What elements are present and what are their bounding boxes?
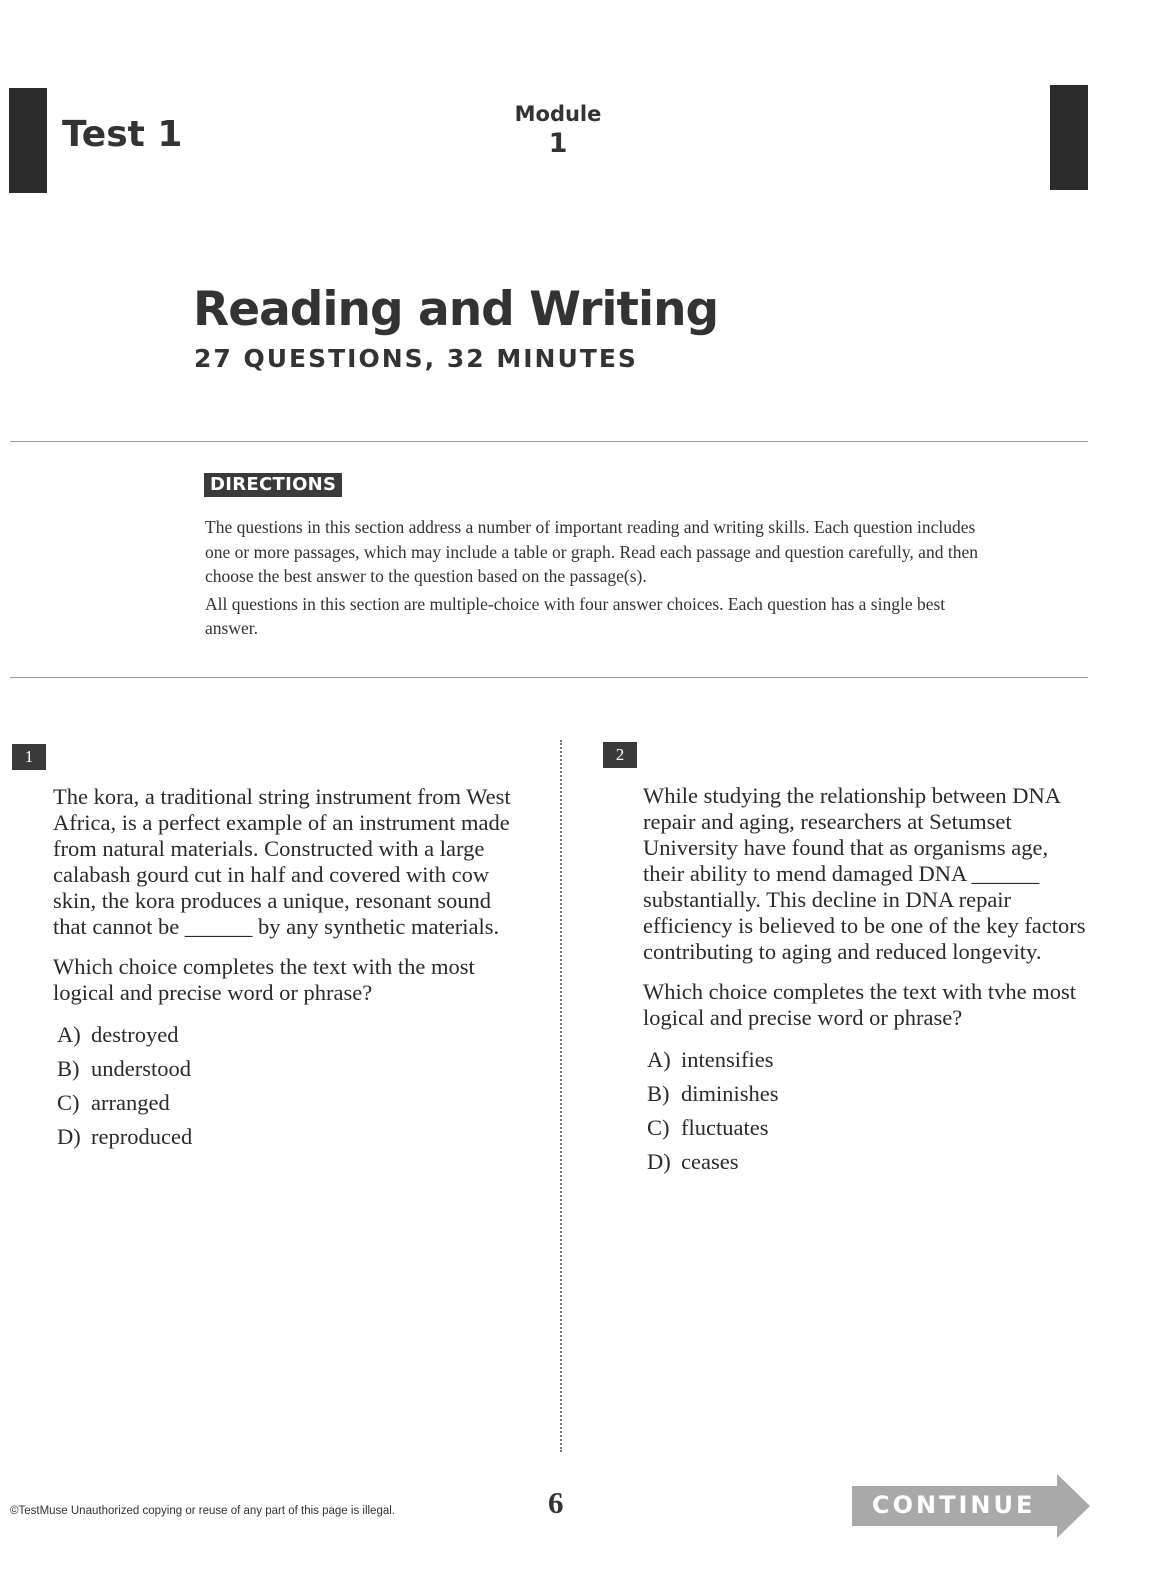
choice-letter: A) [647,1047,671,1072]
directions-badge: DIRECTIONS [204,473,342,497]
question-passage: The kora, a traditional string instrument from West Africa, is a perfect example of an instrument made from natural materials. Constructed with a large calabash gourd cut in half and covered with cow skin, the kora produces a unique, resonant sound that cannot be ______ by any synthetic materials. [53,784,511,939]
choice-letter: A) [57,1022,81,1047]
choice-text: diminishes [681,1081,779,1106]
question-1 [53,784,523,1158]
choice-letter: D) [647,1149,671,1174]
directions-paragraph: The questions in this section address a number of important reading and writing skills. Each question includes one or more passages, which may include a table or graph. Read each passage and question carefully, and then choose the best answer to the question based on the passage(s). [205,517,978,586]
continue-label: CONTINUE [872,1491,1036,1519]
choice-text: intensifies [681,1047,774,1072]
question-passage: While studying the relationship between DNA repair and aging, researchers at Setumset University have found that as organisms age, their ability to mend damaged DNA ______ substantially. This decline in DNA repair efficiency is believed to be one of the key factors contributing to aging and reduced longevity. [643,783,1086,964]
left-header-bar [9,88,47,193]
page-number: 6 [548,1485,564,1520]
answer-choices [57,1022,523,1150]
copyright-notice: ©TestMuse Unauthorized copying or reuse of any part of this page is illegal. [10,1505,395,1517]
section-subtitle: 27 QUESTIONS, 32 MINUTES [194,344,638,373]
test-title: Test 1 [62,114,183,155]
choice-text: fluctuates [681,1115,769,1140]
directions-paragraph: All questions in this section are multiple-choice with four answer choices. Each question has a single best answer. [205,593,946,638]
continue-button[interactable] [852,1474,1092,1538]
choice-letter: D) [57,1124,81,1149]
question-2 [643,783,1093,1183]
column-divider [560,740,562,1452]
choice-letter: B) [57,1056,80,1081]
answer-choice[interactable] [57,1090,523,1116]
answer-choice[interactable] [647,1115,1093,1141]
module-number: 1 [548,128,568,159]
choice-text: reproduced [91,1124,193,1149]
choice-text: understood [91,1056,191,1081]
module-label: Module [514,102,602,126]
answer-choice[interactable] [647,1149,1093,1175]
choice-letter: B) [647,1081,670,1106]
question-prompt: Which choice completes the text with the most logical and precise word or phrase? [53,954,475,1005]
choice-text: ceases [681,1149,739,1174]
answer-choice[interactable] [57,1124,523,1150]
answer-choices [647,1047,1093,1175]
right-header-bar [1050,85,1088,190]
bottom-divider-rule [10,677,1088,678]
top-divider-rule [10,441,1088,442]
section-title: Reading and Writing [193,282,719,337]
answer-choice[interactable] [57,1056,523,1082]
directions-text [205,515,985,644]
choice-letter: C) [647,1115,670,1140]
choice-text: arranged [91,1090,170,1115]
question-number-badge: 2 [603,742,637,768]
answer-choice[interactable] [647,1047,1093,1073]
answer-choice[interactable] [57,1022,523,1048]
question-prompt: Which choice completes the text with tvhe most logical and precise word or phrase? [643,979,1077,1030]
question-number-badge: 1 [12,744,46,770]
choice-text: destroyed [91,1022,179,1047]
choice-letter: C) [57,1090,80,1115]
answer-choice[interactable] [647,1081,1093,1107]
module-indicator [498,102,618,159]
